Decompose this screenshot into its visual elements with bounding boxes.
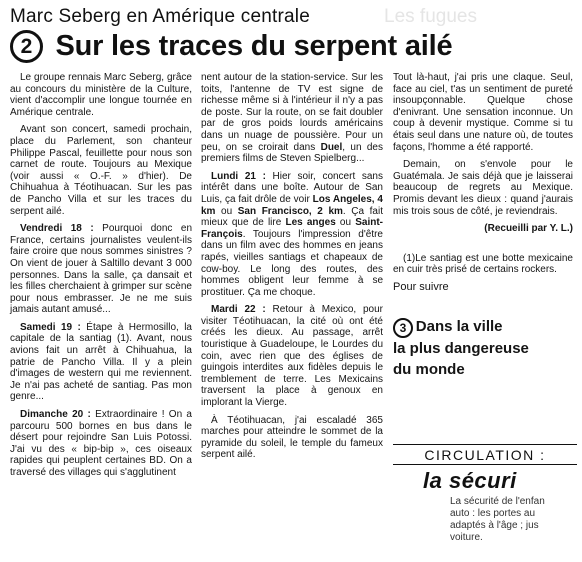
intro-paragraph: Le groupe rennais Marc Seberg, grâce au concours du ministère de la Culture, vient d'accomplir une longue tournée en Amérique centrale. (10, 72, 192, 118)
box-line: adaptés à l'âge ; jus (450, 520, 539, 531)
text-run: . Ça fait mieux que de lire (201, 205, 383, 229)
box-subtitle: la sécuri (423, 468, 517, 493)
teaser-title-line: Dans la ville (415, 317, 503, 335)
entry-text: Étape à Hermosillo, la capitale de la santiag (1). Avant, nous avions fait un arrêt à Chihuahua, la patrie de Pancho Villa. Il y a plein d'images de western qui me reviennent. Je n'ai pas acheté de santiag. Pas mon genre... (10, 321, 192, 403)
headline: Sur les traces du serpent ailé (55, 30, 453, 62)
place-name: Saint-François (201, 217, 383, 240)
box-body (450, 496, 582, 544)
text-run: Hier soir, concert sans intérêt dans une boîte. Autour de San Luis, ça fait drôle de voir (201, 170, 383, 205)
day-label: Mardi 22 : (211, 304, 266, 316)
text-run: nent autour de la station-service. Sur les toits, l'antenne de TV est signe de richesse même si à l'intérieur il n'y a pas de poste. Sur la route, on se fait doubler par de gros poids lourds américains dans un nuage de poussière. Pour un peu, on se croirait dans (201, 72, 383, 153)
bleed-through-text: Les fugues (384, 6, 477, 27)
kicker-line: Marc Seberg en Amérique centrale (10, 6, 310, 27)
day-label: Samedi 19 : (20, 321, 81, 333)
paragraph (201, 72, 383, 165)
next-episode-number-badge: 3 (393, 318, 413, 338)
teaser-title-line: la plus dangereuse (393, 339, 529, 357)
text-run: . Toujours l'impression d'être dans un film avec des hommes en jeans rapés, vieilles santiags et chapeaux de cow-boy. Le long des routes, des hommes obligent leur femme à se prostituer. Ça me choque. (201, 228, 383, 298)
episode-number-badge: 2 (10, 30, 43, 63)
diary-entry-friday (10, 223, 192, 316)
entry-text: Extraordinaire ! On a parcouru 500 bornes en bus dans le désert pour rejoindre San Luis Potossi. J'ai vu des « bip-bip », ces oiseaux rapides qui peuplent certaines BD. On a traversé des villages qui s'agglutinent (10, 409, 192, 478)
box-line: auto : les portes au (450, 508, 536, 519)
paragraph: Avant son concert, samedi prochain, place du Parlement, son chanteur Philippe Pascal, feuillette pour nous son carnet de route. Toujours au Mexique (voir aussi « O.-F. » d'hier). De Chihuahua à Téotihuacan. Sur les pas de Pancho Villa et sur les traces du serpent ailé. (10, 124, 192, 217)
column-1 (10, 72, 192, 485)
teaser-title-line: du monde (393, 360, 465, 378)
next-episode-teaser (393, 316, 573, 338)
diary-entry-monday (201, 171, 383, 299)
column-3 (393, 72, 573, 380)
film-title: Duel (320, 141, 343, 153)
paragraph: Tout là-haut, j'ai pris une claque. Seul, face au ciel, t'as un sentiment de pureté insoupçonnable. Quelque chose d'enivrant. Une sensation inconnue. Un coup à devenir mystique. Comme si tu étais seul dans une nature où, de toutes façons, l'homme a été rapporté. (393, 72, 573, 153)
box-title: CIRCULATION : (393, 444, 577, 465)
footnote: (1)Le santiag est une botte mexicaine en cuir très prisé de certains rockers. (393, 252, 573, 276)
entry-text: Pourquoi donc en France, certains journalistes veulent-ils faire croire que nous sommes sinistres ? On vient de jouer à Saltillo devant 3 000 personnes. Dans la salle, ça dansait et les filles cherchaient à grimper sur scène pour nous embrasser. Je ne me suis jamais autant amusé... (10, 223, 193, 316)
place-name: Les anges (285, 217, 336, 229)
box-line: voiture. (450, 532, 483, 543)
text-run: ou (215, 205, 238, 217)
day-label: Dimanche 20 : (20, 409, 91, 421)
text-run: ou (335, 217, 356, 229)
paragraph: Demain, on s'envole pour le Guatémala. Je sais déjà que je laisserai beaucoup de regrets au Mexique. Promis devant les dieux : quand j'aurais mis trois sous de côté, je reviendrais. (393, 159, 573, 217)
diary-entry-sunday (10, 409, 192, 479)
entry-text: Retour à Mexico, pour visiter Téotihuacan, la cité où ont été créés les dieux. Au passage, arrêt touristique à Guadeloupe, le Lourdes du coin, avec rien que des églises de guingois interdites aux fidèles depuis le tremblement de terre. Les Mexicains traversent la place à genoux en implorant la Vierge. (201, 304, 383, 409)
headline-row (10, 30, 452, 64)
diary-entry-tuesday (201, 304, 383, 408)
day-label: Vendredi 18 : (20, 223, 94, 235)
circulation-box (393, 444, 582, 562)
place-name: San Francisco, 2 km (237, 205, 343, 217)
box-line: La sécurité de l'enfan (450, 496, 545, 507)
text-run: , un des premiers films de Steven Spielberg... (201, 141, 383, 165)
day-label: Lundi 21 : (211, 170, 266, 182)
paragraph: À Téotihuacan, j'ai escaladé 365 marches pour atteindre le sommet de la pyramide du soleil, le temple du fameux serpent ailé. (201, 414, 383, 461)
diary-entry-saturday (10, 322, 192, 403)
to-be-continued: Pour suivre (393, 280, 449, 293)
byline-signature: (Recueilli par Y. L.) (484, 223, 573, 235)
column-2 (201, 72, 383, 467)
place-name: Los Angeles, 4 km (201, 193, 383, 217)
